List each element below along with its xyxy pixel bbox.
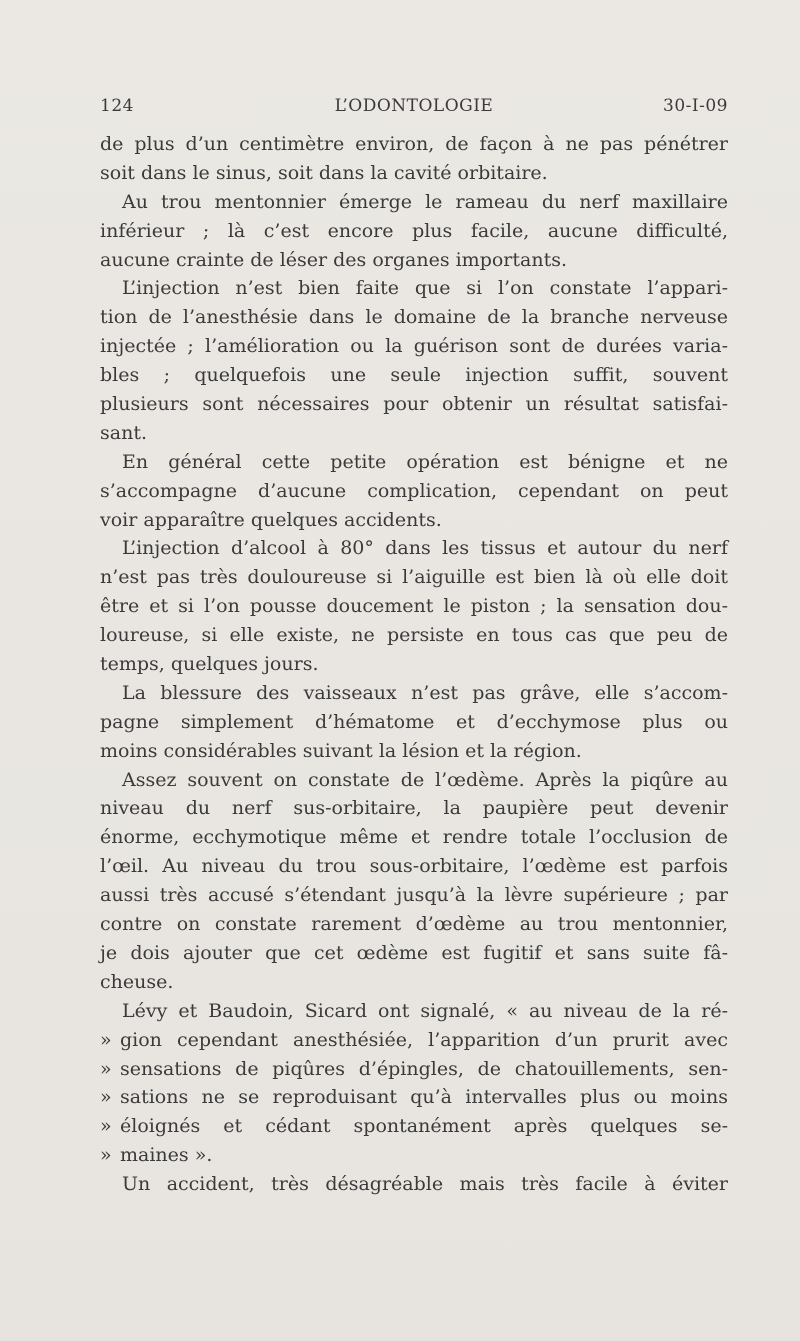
quote-mark: » — [100, 1028, 112, 1051]
text-line-content: pagne simplement d’hématome et d’ecchymose plus ou — [100, 710, 728, 733]
text-line-content: soit dans le sinus, soit dans la cavité orbitaire. — [100, 161, 548, 184]
text-line-content: plusieurs sont nécessaires pour obtenir un résultat satisfai- — [100, 393, 728, 416]
text-line — [100, 1141, 728, 1170]
text-line-content: sations ne se reproduisant qu’à intervalles plus ou moins — [120, 1086, 728, 1109]
text-line — [100, 679, 728, 708]
text-line-content: Un accident, très désagréable mais très facile à éviter — [122, 1173, 728, 1196]
text-line — [100, 997, 728, 1026]
text-line-content: s’accompagne d’aucune complication, cependant on peut — [100, 479, 728, 502]
text-line-content: L’injection n’est bien faite que si l’on constate l’appari- — [122, 277, 728, 300]
text-line-content: L’injection d’alcool à 80° dans les tissus et autour du nerf — [122, 537, 728, 560]
text-line-content: La blessure des vaisseaux n’est pas grâve, elle s’accom- — [122, 681, 728, 704]
text-line-content: n’est pas très douloureuse si l’aiguille est bien là où elle doit — [100, 566, 728, 589]
text-line-content: voir apparaître quelques accidents. — [100, 508, 442, 531]
text-line — [100, 159, 728, 188]
text-line-content: je dois ajouter que cet œdème est fugitif et sans suite fâ- — [100, 941, 728, 964]
text-line — [100, 968, 728, 997]
text-line-content: maines ». — [120, 1144, 213, 1167]
text-line-content: Au trou mentonnier émerge le rameau du nerf maxillaire — [122, 190, 728, 213]
text-line — [100, 563, 728, 592]
text-line-content: contre on constate rarement d’œdème au trou mentonnier, — [100, 913, 728, 936]
quote-mark: » — [100, 1144, 112, 1167]
text-line — [100, 794, 728, 823]
text-line — [100, 910, 728, 939]
text-line — [100, 448, 728, 477]
text-line-content: sensations de piqûres d’épingles, de chatouillements, sen- — [120, 1057, 728, 1080]
text-line-content: être et si l’on pousse doucement le piston ; la sensation dou- — [100, 595, 728, 618]
text-line — [100, 274, 728, 303]
text-line — [100, 939, 728, 968]
text-line-content: temps, quelques jours. — [100, 653, 319, 676]
text-line — [100, 332, 728, 361]
text-line — [100, 1026, 728, 1055]
text-line-content: tion de l’anesthésie dans le domaine de la branche nerveuse — [100, 306, 728, 329]
text-line-content: sant. — [100, 421, 147, 444]
text-line — [100, 823, 728, 852]
text-line-content: de plus d’un centimètre environ, de façon à ne pas pénétrer — [100, 133, 728, 155]
text-line — [100, 390, 728, 419]
text-line-content: l’œil. Au niveau du trou sous-orbitaire, l’œdème est parfois — [100, 855, 728, 878]
text-line — [100, 217, 728, 246]
text-line — [100, 534, 728, 563]
text-line — [100, 130, 728, 159]
text-line — [100, 477, 728, 506]
text-line — [100, 592, 728, 621]
text-line-content: Lévy et Baudoin, Sicard ont signalé, « au niveau de la ré- — [122, 999, 728, 1022]
text-line-content: En général cette petite opération est bénigne et ne — [122, 450, 728, 473]
text-line-content: énorme, ecchymotique même et rendre totale l’occlusion de — [100, 826, 728, 849]
text-line-content: injectée ; l’amélioration ou la guérison sont de durées varia- — [100, 335, 728, 358]
text-line — [100, 246, 728, 275]
text-line — [100, 852, 728, 881]
text-line — [100, 1112, 728, 1141]
text-line-content: bles ; quelquefois une seule injection suffit, souvent — [100, 364, 728, 387]
text-line — [100, 1083, 728, 1112]
text-line-content: aussi très accusé s’étendant jusqu’à la lèvre supérieure ; par — [100, 884, 728, 907]
text-line — [100, 621, 728, 650]
text-line — [100, 1055, 728, 1084]
text-line-content: cheuse. — [100, 970, 174, 993]
running-title: L’ODONTOLOGIE — [334, 96, 494, 116]
text-line-content: niveau du nerf sus-orbitaire, la paupière peut devenir — [100, 797, 728, 820]
quote-mark: » — [100, 1115, 112, 1138]
text-line-content: loureuse, si elle existe, ne persiste en tous cas que peu de — [100, 624, 728, 647]
page-number: 124 — [100, 96, 134, 116]
text-line — [100, 737, 728, 766]
text-line-content: moins considérables suivant la lésion et la région. — [100, 739, 582, 762]
text-line — [100, 506, 728, 535]
text-line — [100, 303, 728, 332]
text-line-content: Assez souvent on constate de l’œdème. Après la piqûre au — [122, 768, 728, 791]
text-line-content: gion cependant anesthésiée, l’apparition d’un prurit avec — [120, 1028, 728, 1051]
quote-mark: » — [100, 1086, 112, 1109]
text-line — [100, 881, 728, 910]
text-line-content: inférieur ; là c’est encore plus facile, aucune difficulté, — [100, 219, 728, 242]
issue-date: 30-I-09 — [663, 96, 728, 116]
text-line — [100, 1170, 728, 1199]
text-line — [100, 708, 728, 737]
text-line — [100, 188, 728, 217]
text-line-content: aucune crainte de léser des organes importants. — [100, 248, 568, 271]
text-line — [100, 361, 728, 390]
running-head — [100, 96, 728, 124]
text-line — [100, 650, 728, 679]
quote-mark: » — [100, 1057, 112, 1080]
body-text — [100, 130, 728, 1199]
text-line — [100, 419, 728, 448]
text-line-content: éloignés et cédant spontanément après quelques se- — [120, 1115, 728, 1138]
text-line — [100, 766, 728, 795]
